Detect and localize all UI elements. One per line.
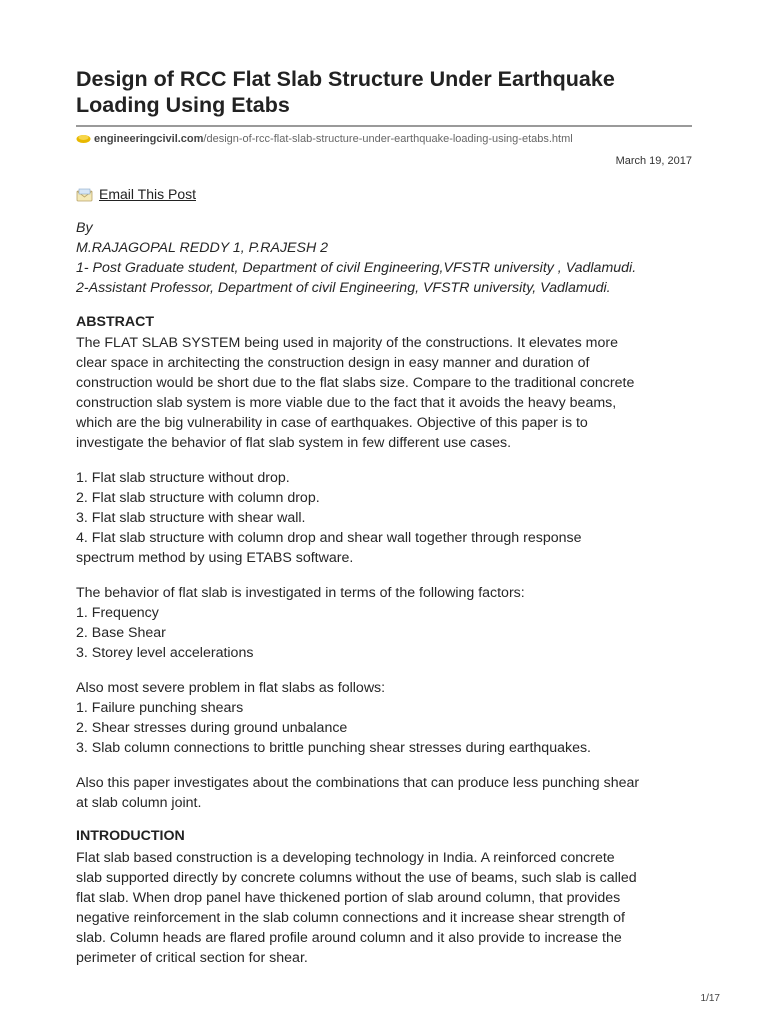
list-item: 3. Flat slab structure with shear wall. bbox=[76, 510, 306, 526]
text-line: perimeter of critical section for shear. bbox=[76, 950, 308, 966]
list-item: 1. Frequency bbox=[76, 605, 159, 621]
publish-date: March 19, 2017 bbox=[615, 155, 692, 167]
text-line: at slab column joint. bbox=[76, 795, 202, 811]
text-line: construction would be short due to the flat slabs size. Compare to the traditional concrete bbox=[76, 375, 635, 391]
abstract-paragraph bbox=[76, 333, 706, 453]
introduction-paragraph bbox=[76, 848, 706, 968]
source-path: /design-of-rcc-flat-slab-structure-under-earthquake-loading-using-etabs.html bbox=[203, 133, 573, 145]
text-line: Also this paper investigates about the combinations that can produce less punching shear bbox=[76, 775, 640, 791]
page-number: 1/17 bbox=[700, 993, 720, 1004]
document-title: Design of RCC Flat Slab Structure Under Earthquake Loading Using Etabs bbox=[76, 67, 615, 117]
list-item: spectrum method by using ETABS software. bbox=[76, 550, 354, 566]
introduction-heading: INTRODUCTION bbox=[76, 828, 185, 844]
envelope-icon bbox=[76, 188, 93, 202]
list-item: 2. Flat slab structure with column drop. bbox=[76, 490, 320, 506]
use-cases-list bbox=[76, 468, 706, 568]
text-line: The FLAT SLAB SYSTEM being used in majority of the constructions. It elevates more bbox=[76, 335, 618, 351]
text-line: flat slab. When drop panel have thickened portion of slab around column, that provides bbox=[76, 890, 621, 906]
source-url[interactable] bbox=[76, 132, 573, 146]
problems-list bbox=[76, 678, 706, 758]
authors-block bbox=[76, 218, 706, 298]
affiliation-1: 1- Post Graduate student, Department of civil Engineering,VFSTR university , Vadlamudi. bbox=[76, 260, 637, 276]
by-label: By bbox=[76, 220, 93, 236]
text-line: clear space in architecting the construction design in easy manner and duration of bbox=[76, 355, 590, 371]
affiliation-2: 2-Assistant Professor, Department of civil Engineering, VFSTR university, Vadlamudi. bbox=[76, 280, 611, 296]
list-item: 1. Flat slab structure without drop. bbox=[76, 470, 290, 486]
list-item: 1. Failure punching shears bbox=[76, 700, 244, 716]
combinations-paragraph bbox=[76, 773, 706, 813]
email-post-link[interactable] bbox=[76, 185, 196, 203]
text-line: construction slab system is more viable due to the fact that it avoids the heavy beams, bbox=[76, 395, 617, 411]
list-item: 4. Flat slab structure with column drop and shear wall together through response bbox=[76, 530, 582, 546]
favicon-icon bbox=[76, 133, 91, 143]
list-item: 3. Slab column connections to brittle punching shear stresses during earthquakes. bbox=[76, 740, 591, 756]
text-line: which are the big vulnerability in case of earthquakes. Objective of this paper is to bbox=[76, 415, 588, 431]
email-post-text[interactable]: Email This Post bbox=[99, 186, 196, 202]
list-intro: Also most severe problem in flat slabs as follows: bbox=[76, 680, 386, 696]
title-divider bbox=[76, 125, 692, 127]
list-item: 3. Storey level accelerations bbox=[76, 645, 254, 661]
list-item: 2. Shear stresses during ground unbalance bbox=[76, 720, 348, 736]
text-line: Flat slab based construction is a developing technology in India. A reinforced concrete bbox=[76, 850, 615, 866]
list-intro: The behavior of flat slab is investigated in terms of the following factors: bbox=[76, 585, 525, 601]
list-item: 2. Base Shear bbox=[76, 625, 166, 641]
text-line: slab supported directly by concrete columns without the use of beams, such slab is called bbox=[76, 870, 637, 886]
factors-list bbox=[76, 583, 706, 663]
source-domain: engineeringcivil.com bbox=[94, 133, 204, 145]
text-line: investigate the behavior of flat slab system in few different use cases. bbox=[76, 435, 512, 451]
text-line: slab. Column heads are flared profile around column and it also provide to increase the bbox=[76, 930, 622, 946]
author-names: M.RAJAGOPAL REDDY 1, P.RAJESH 2 bbox=[76, 240, 329, 256]
text-line: negative reinforcement in the slab column connections and it increase shear strength of bbox=[76, 910, 625, 926]
abstract-heading: ABSTRACT bbox=[76, 314, 155, 330]
